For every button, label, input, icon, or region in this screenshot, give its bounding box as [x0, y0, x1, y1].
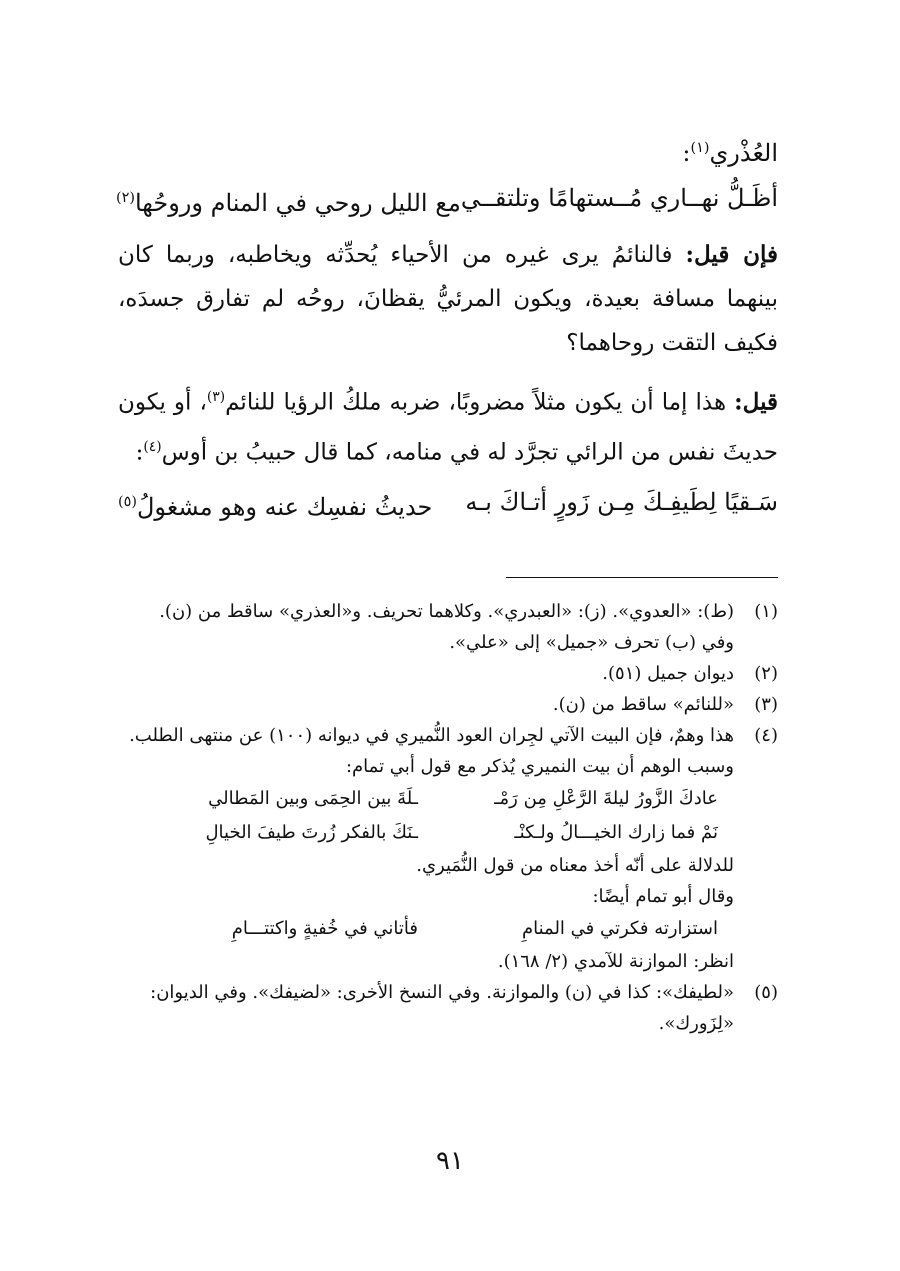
intro-line — [118, 129, 778, 172]
page-content — [118, 115, 778, 1271]
paragraph-1-lead: فإن قيل: — [685, 241, 778, 268]
verse-1 — [118, 178, 778, 223]
poet-name: العُذْري — [709, 139, 778, 167]
footnotes — [118, 596, 778, 1039]
footnote-4 — [118, 720, 778, 782]
verse-2-first-hemistich: سَـقيًا لِطَيفِـكَ مِـن زَورٍ أتـاكَ بـه — [465, 488, 778, 517]
footnote-3 — [118, 689, 778, 720]
page-number: ٩١ — [436, 1146, 464, 1176]
verse-1-second-hemistich — [116, 178, 461, 223]
footnote-1-text: (ط): «العدوي». (ز): «العبدري». وكلاهما تحريف. و«العذري» ساقط من (ن). — [159, 601, 734, 623]
footnote-5 — [118, 977, 778, 1039]
paragraph-2-text-c: : — [135, 439, 144, 466]
verse-1-second-text: مع الليل روحي في المنام وروحُها — [134, 189, 461, 217]
footnote-4-verse-2 — [118, 816, 778, 850]
footnote-4-verse-1-first: عادكَ الزَّورُ ليلةَ الرَّعْلِ مِن رَمْـ — [494, 788, 718, 810]
footnote-4-after-2: وقال أبو تمام أيضًا: — [592, 886, 734, 908]
paragraph-2-lead: قيل: — [734, 388, 778, 416]
footnote-3-number: (٣) — [754, 694, 778, 716]
footnote-2-number: (٢) — [754, 663, 778, 685]
footnote-ref-2: (٢) — [116, 190, 135, 206]
footnote-4-verse-3 — [118, 912, 778, 946]
paragraph-2-text-b: ، أو يكون حديثَ نفس من الرائي تجرَّد له في منامه، كما قال حبيبُ بن أوس — [118, 389, 778, 466]
footnote-ref-3: (٣) — [206, 389, 226, 405]
footnote-4-after-1: للدلالة على أنّه أخذ معناه من قول النُّمَيري. — [416, 855, 734, 877]
footnote-4-after-3: انظر: الموازنة للآمدي (٢/ ١٦٨). — [497, 951, 734, 973]
footnote-2 — [118, 658, 778, 689]
footnote-1 — [118, 596, 778, 627]
footnote-4-text: هذا وهمٌ، فإن البيت الآتي لجِران العود النُّميري في ديوانه (١٠٠) عن منتهى الطلب. وسبب الوهم أن بيت النميري يُذكر مع قول أبي تمام: — [129, 725, 734, 778]
verse-2-second-text: حديثُ نفسِك عنه وهو مشغولُ — [136, 493, 433, 522]
paragraph-2 — [118, 375, 778, 474]
footnote-ref-5: (٥) — [118, 494, 137, 511]
footnote-3-text: «للنائم» ساقط من (ن). — [552, 694, 734, 716]
verse-1-first-hemistich: أظَـلُّ نهــاري مُــستهامًا وتلتقــي — [460, 184, 778, 212]
footnote-4-verse-2-first: نَمْ فما زارك الخيـــالُ ولـكنْـ — [514, 822, 718, 844]
footnote-2-text: ديوان جميل (٥١). — [602, 663, 734, 685]
footnote-4-verse-3-second: فأتاني في خُفيةٍ واكتتـــامِ — [231, 918, 418, 940]
footnote-5-number: (٥) — [754, 982, 778, 1004]
footnote-4-verse-2-second: ـنَكَ بالفكر زُرتَ طيفَ الخيالِ — [205, 822, 418, 844]
verse-2 — [118, 482, 778, 527]
footnote-4-verse-1-second: ـلَةَ بين الحِمَى وبين المَطالي — [208, 788, 418, 810]
footnote-separator — [506, 577, 778, 578]
footnote-ref-4: (٤) — [143, 438, 162, 455]
paragraph-2-text-a: هذا إما أن يكون مثلاً مضروبًا، ضربه ملكُ الرؤيا للنائم — [225, 389, 727, 416]
paragraph-1-text: فالنائمُ يرى غيره من الأحياء يُحدِّثه ويخاطبه، وربما كان بينهما مسافة بعيدة، ويكون المرئيُّ يقظانَ، روحُه لم تفارق جسدَه، فكيف التقت روحاهما؟ — [118, 242, 778, 356]
footnote-ref-1: (١) — [690, 140, 710, 156]
footnote-4-number: (٤) — [754, 725, 778, 747]
colon: : — [682, 139, 691, 167]
footnote-4-verse-1 — [118, 782, 778, 816]
paragraph-1 — [118, 233, 778, 365]
footnote-1-continuation: وفي (ب) تحرف «جميل» إلى «علي». — [449, 632, 734, 654]
footnote-5-text: «لطيفك»: كذا في (ن) والموازنة. وفي النسخ الأخرى: «لضيفك». وفي الديوان: «لِزَورك». — [150, 982, 734, 1035]
verse-2-second-hemistich — [118, 482, 432, 527]
footnote-4-verse-3-first: استزارته فكرتي في المنامِ — [521, 918, 718, 940]
footnote-1-number: (١) — [754, 601, 778, 623]
